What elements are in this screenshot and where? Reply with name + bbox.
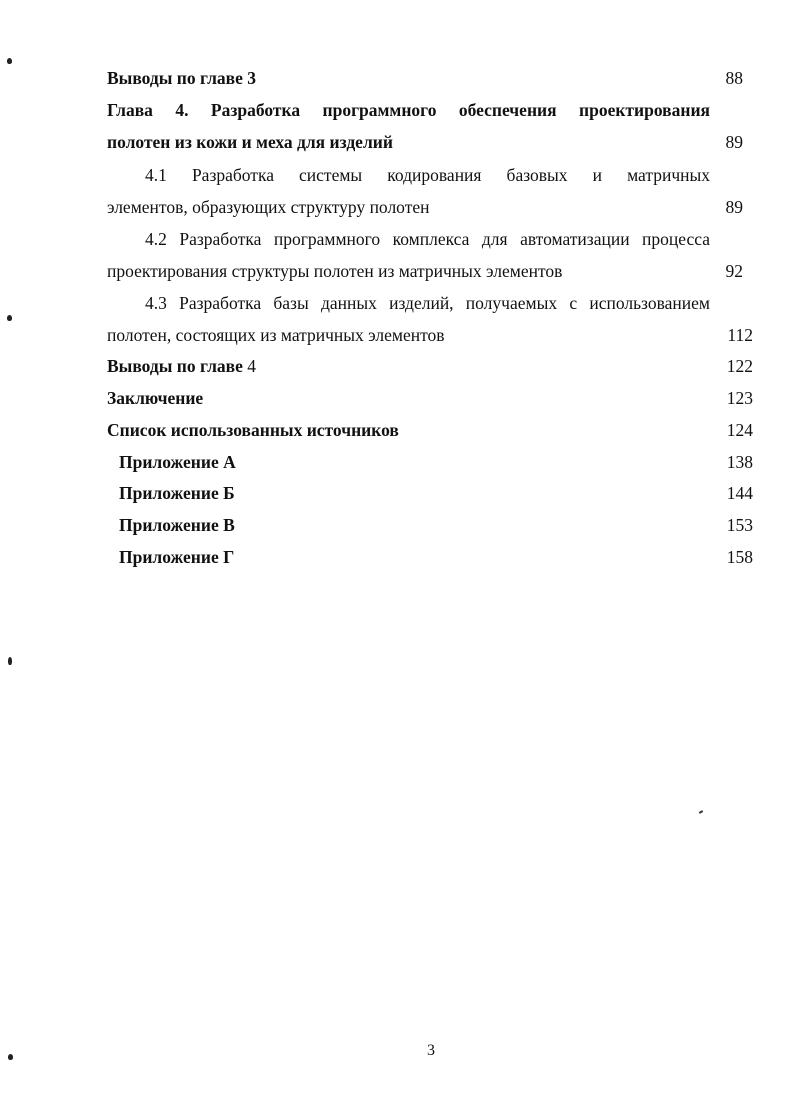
toc-s4-2-line1: 4.2 Разработка программного комплекса для автоматизации процесса [145,229,710,249]
scan-speck [699,810,703,814]
toc-s4-2-line2: проектирования структуры полотен из матричных элементов [107,261,563,281]
toc-ch4-conclusions-title-num: 4 [242,356,256,376]
toc-ch4-conclusions-title [107,355,256,377]
scan-mark-icon [8,1054,13,1060]
toc-appendix-a-page: 138 [726,452,753,472]
toc-s4-1-page: 89 [725,197,743,217]
toc-ch3-conclusions-title: Выводы по главе 3 [107,68,256,88]
toc-appendix-a-title: Приложение А [119,452,236,472]
page-number: 3 [427,1042,435,1059]
toc-appendix-g-page: 158 [726,547,753,567]
toc-ch4-conclusions-title-text: Выводы по главе [107,356,243,376]
toc-s4-3-line1: 4.3 Разработка базы данных изделий, получаемых с использованием [145,293,710,313]
toc-appendix-b-title: Приложение Б [119,483,235,503]
toc-ch4-page: 89 [725,132,743,152]
toc-s4-2-page: 92 [725,261,743,281]
toc-s4-1-line2: элементов, образующих структуру полотен [107,197,430,217]
toc-conclusion-title: Заключение [107,388,204,408]
toc-references-page: 124 [726,420,753,440]
toc-ch4-title-line1: Глава 4. Разработка программного обеспечения проектирования [107,100,710,120]
scan-mark-icon [7,58,12,64]
toc-appendix-v-page: 153 [726,515,753,535]
toc-ch3-conclusions-page: 88 [725,68,743,88]
toc-appendix-b-page: 144 [726,483,753,503]
toc-s4-3-page: 112 [727,325,753,345]
toc-ch4-title-line2: полотен из кожи и меха для изделий [107,132,393,152]
toc-s4-3-line2: полотен, состоящих из матричных элементов [107,325,445,345]
toc-references-title: Список использованных источников [107,420,399,440]
scan-mark-icon [8,657,12,665]
toc-s4-1-line1: 4.1 Разработка системы кодирования базовых и матричных [145,165,710,185]
toc-appendix-g-title: Приложение Г [119,547,235,567]
toc-appendix-v-title: Приложение В [119,515,235,535]
toc-conclusion-page: 123 [726,388,753,408]
scan-mark-icon [7,315,12,321]
toc-ch4-conclusions-page: 122 [726,356,753,376]
